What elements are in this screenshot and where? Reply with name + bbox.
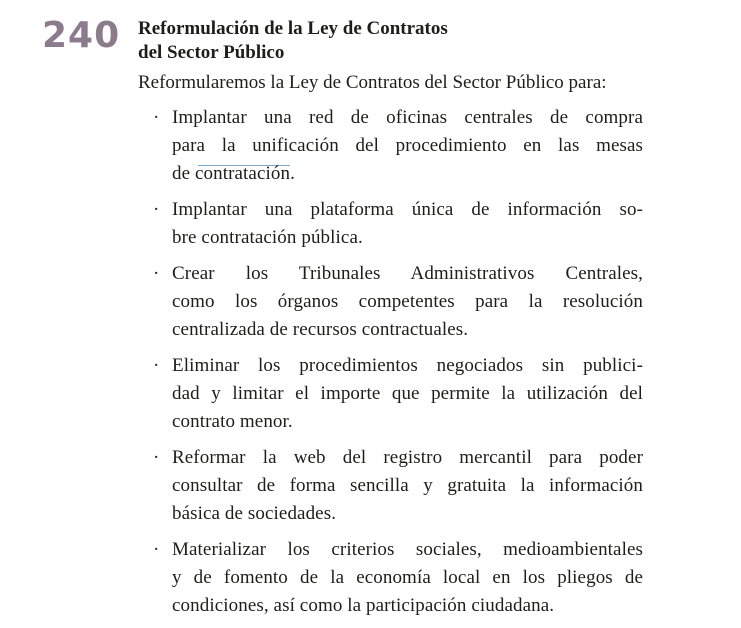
list-item-line: centralizada de recursos contractuales. bbox=[172, 319, 469, 340]
list-item-line: básica de sociedades. bbox=[172, 503, 337, 524]
list-item-line: Implantar una plataforma única de información so- bbox=[172, 199, 643, 220]
list-item-line: Eliminar los procedimientos negociados sin publici- bbox=[172, 355, 643, 376]
list-item-line: Materializar los criterios sociales, medioambientales bbox=[172, 539, 643, 560]
list-item-line: bre contratación pública. bbox=[172, 227, 363, 248]
bullet-dot: · bbox=[153, 199, 160, 220]
list-item bbox=[153, 260, 643, 344]
list-item-line: para la unificación del procedimiento en las mesas bbox=[172, 135, 643, 156]
section-title-line: Reformulación de la Ley de Contratos bbox=[138, 18, 448, 39]
list-item-line: y de fomento de la economía local en los pliegos de bbox=[172, 567, 643, 588]
measures-list bbox=[153, 104, 643, 628]
list-item-line: como los órganos competentes para la resolución bbox=[172, 291, 643, 312]
bullet-dot: · bbox=[153, 539, 160, 560]
list-item-line: consultar de forma sencilla y gratuita la información bbox=[172, 475, 643, 496]
section-title bbox=[138, 17, 538, 65]
bullet-dot: · bbox=[153, 263, 160, 284]
list-item-line: Reformar la web del registro mercantil para poder bbox=[172, 447, 643, 468]
list-item-line: de contratación. bbox=[172, 163, 295, 184]
bullet-dot: · bbox=[153, 355, 160, 376]
section-title-line: del Sector Público bbox=[138, 42, 285, 63]
section-number: 240 bbox=[42, 15, 121, 56]
list-item-line: contrato menor. bbox=[172, 411, 293, 432]
list-item-line: condiciones, así como la participación ciudadana. bbox=[172, 595, 555, 616]
list-item bbox=[153, 444, 643, 528]
list-item-line: dad y limitar el importe que permite la utilización del bbox=[172, 383, 643, 404]
list-item bbox=[153, 536, 643, 620]
list-item-line: Crear los Tribunales Administrativos Centrales, bbox=[172, 263, 643, 284]
list-item bbox=[153, 196, 643, 252]
list-item bbox=[153, 352, 643, 436]
intro-paragraph: Reformularemos la Ley de Contratos del Sector Público para: bbox=[138, 72, 607, 93]
bullet-dot: · bbox=[153, 447, 160, 468]
bullet-dot: · bbox=[153, 107, 160, 128]
list-item-line: Implantar una red de oficinas centrales de compra bbox=[172, 107, 643, 128]
list-item bbox=[153, 104, 643, 188]
